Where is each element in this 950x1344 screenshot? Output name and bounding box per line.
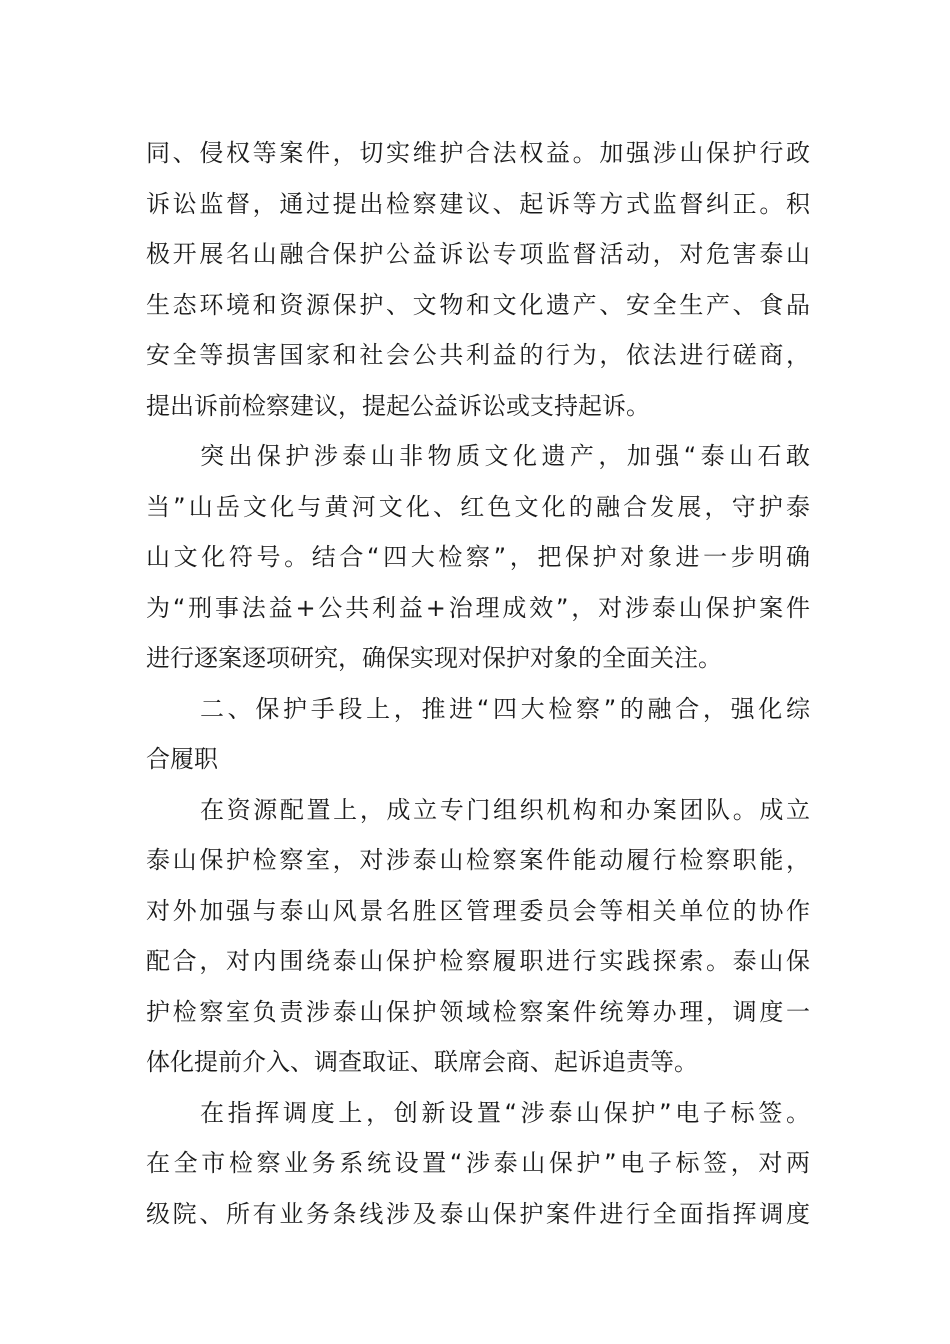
text-line: 体化提前介入、调查取证、联席会商、起诉追责等。: [146, 1048, 698, 1076]
paragraph-first-line: 突出保护涉泰山非物质文化遗产，加强“泰山石敢: [200, 442, 810, 470]
section-heading-continued: 合履职: [146, 745, 218, 773]
text-line: 安全等损害国家和社会公共利益的行为，依法进行磋商，: [146, 341, 810, 369]
text-line: 在全市检察业务系统设置“涉泰山保护”电子标签，对两: [146, 1149, 810, 1177]
text-line: 同、侵权等案件，切实维护合法权益。加强涉山保护行政: [146, 139, 810, 167]
document-body: [146, 128, 810, 1239]
text-line: 护检察室负责涉泰山保护领域检察案件统筹办理，调度一: [146, 997, 810, 1026]
text-line: 当”山岳文化与黄河文化、红色文化的融合发展，守护泰: [146, 492, 810, 521]
text-line: 提出诉前检察建议，提起公益诉讼或支持起诉。: [146, 391, 650, 420]
text-line: 为“刑事法益+公共利益+治理成效”，对涉泰山保护案件: [146, 593, 810, 622]
text-line: 对外加强与泰山风景名胜区管理委员会等相关单位的协作: [146, 896, 810, 925]
text-line: 极开展名山融合保护公益诉讼专项监督活动，对危害泰山: [146, 240, 810, 268]
text-line: 进行逐案逐项研究，确保实现对保护对象的全面关注。: [146, 644, 722, 672]
text-line: 诉讼监督，通过提出检察建议、起诉等方式监督纠正。积: [146, 189, 810, 218]
text-line: 级院、所有业务条线涉及泰山保护案件进行全面指挥调度: [146, 1199, 810, 1228]
text-line: 山文化符号。结合“四大检察”，把保护对象进一步明确: [146, 543, 810, 571]
section-heading: 二、保护手段上，推进“四大检察”的融合，强化综: [200, 694, 810, 723]
text-line: 生态环境和资源保护、文物和文化遗产、安全生产、食品: [146, 290, 810, 319]
text-line: 泰山保护检察室，对涉泰山检察案件能动履行检察职能，: [146, 846, 810, 874]
text-line: 配合，对内围绕泰山保护检察履职进行实践探索。泰山保: [146, 947, 810, 975]
paragraph-first-line: 在指挥调度上，创新设置“涉泰山保护”电子标签。: [200, 1098, 810, 1127]
paragraph-first-line: 在资源配置上，成立专门组织机构和办案团队。成立: [200, 795, 810, 824]
